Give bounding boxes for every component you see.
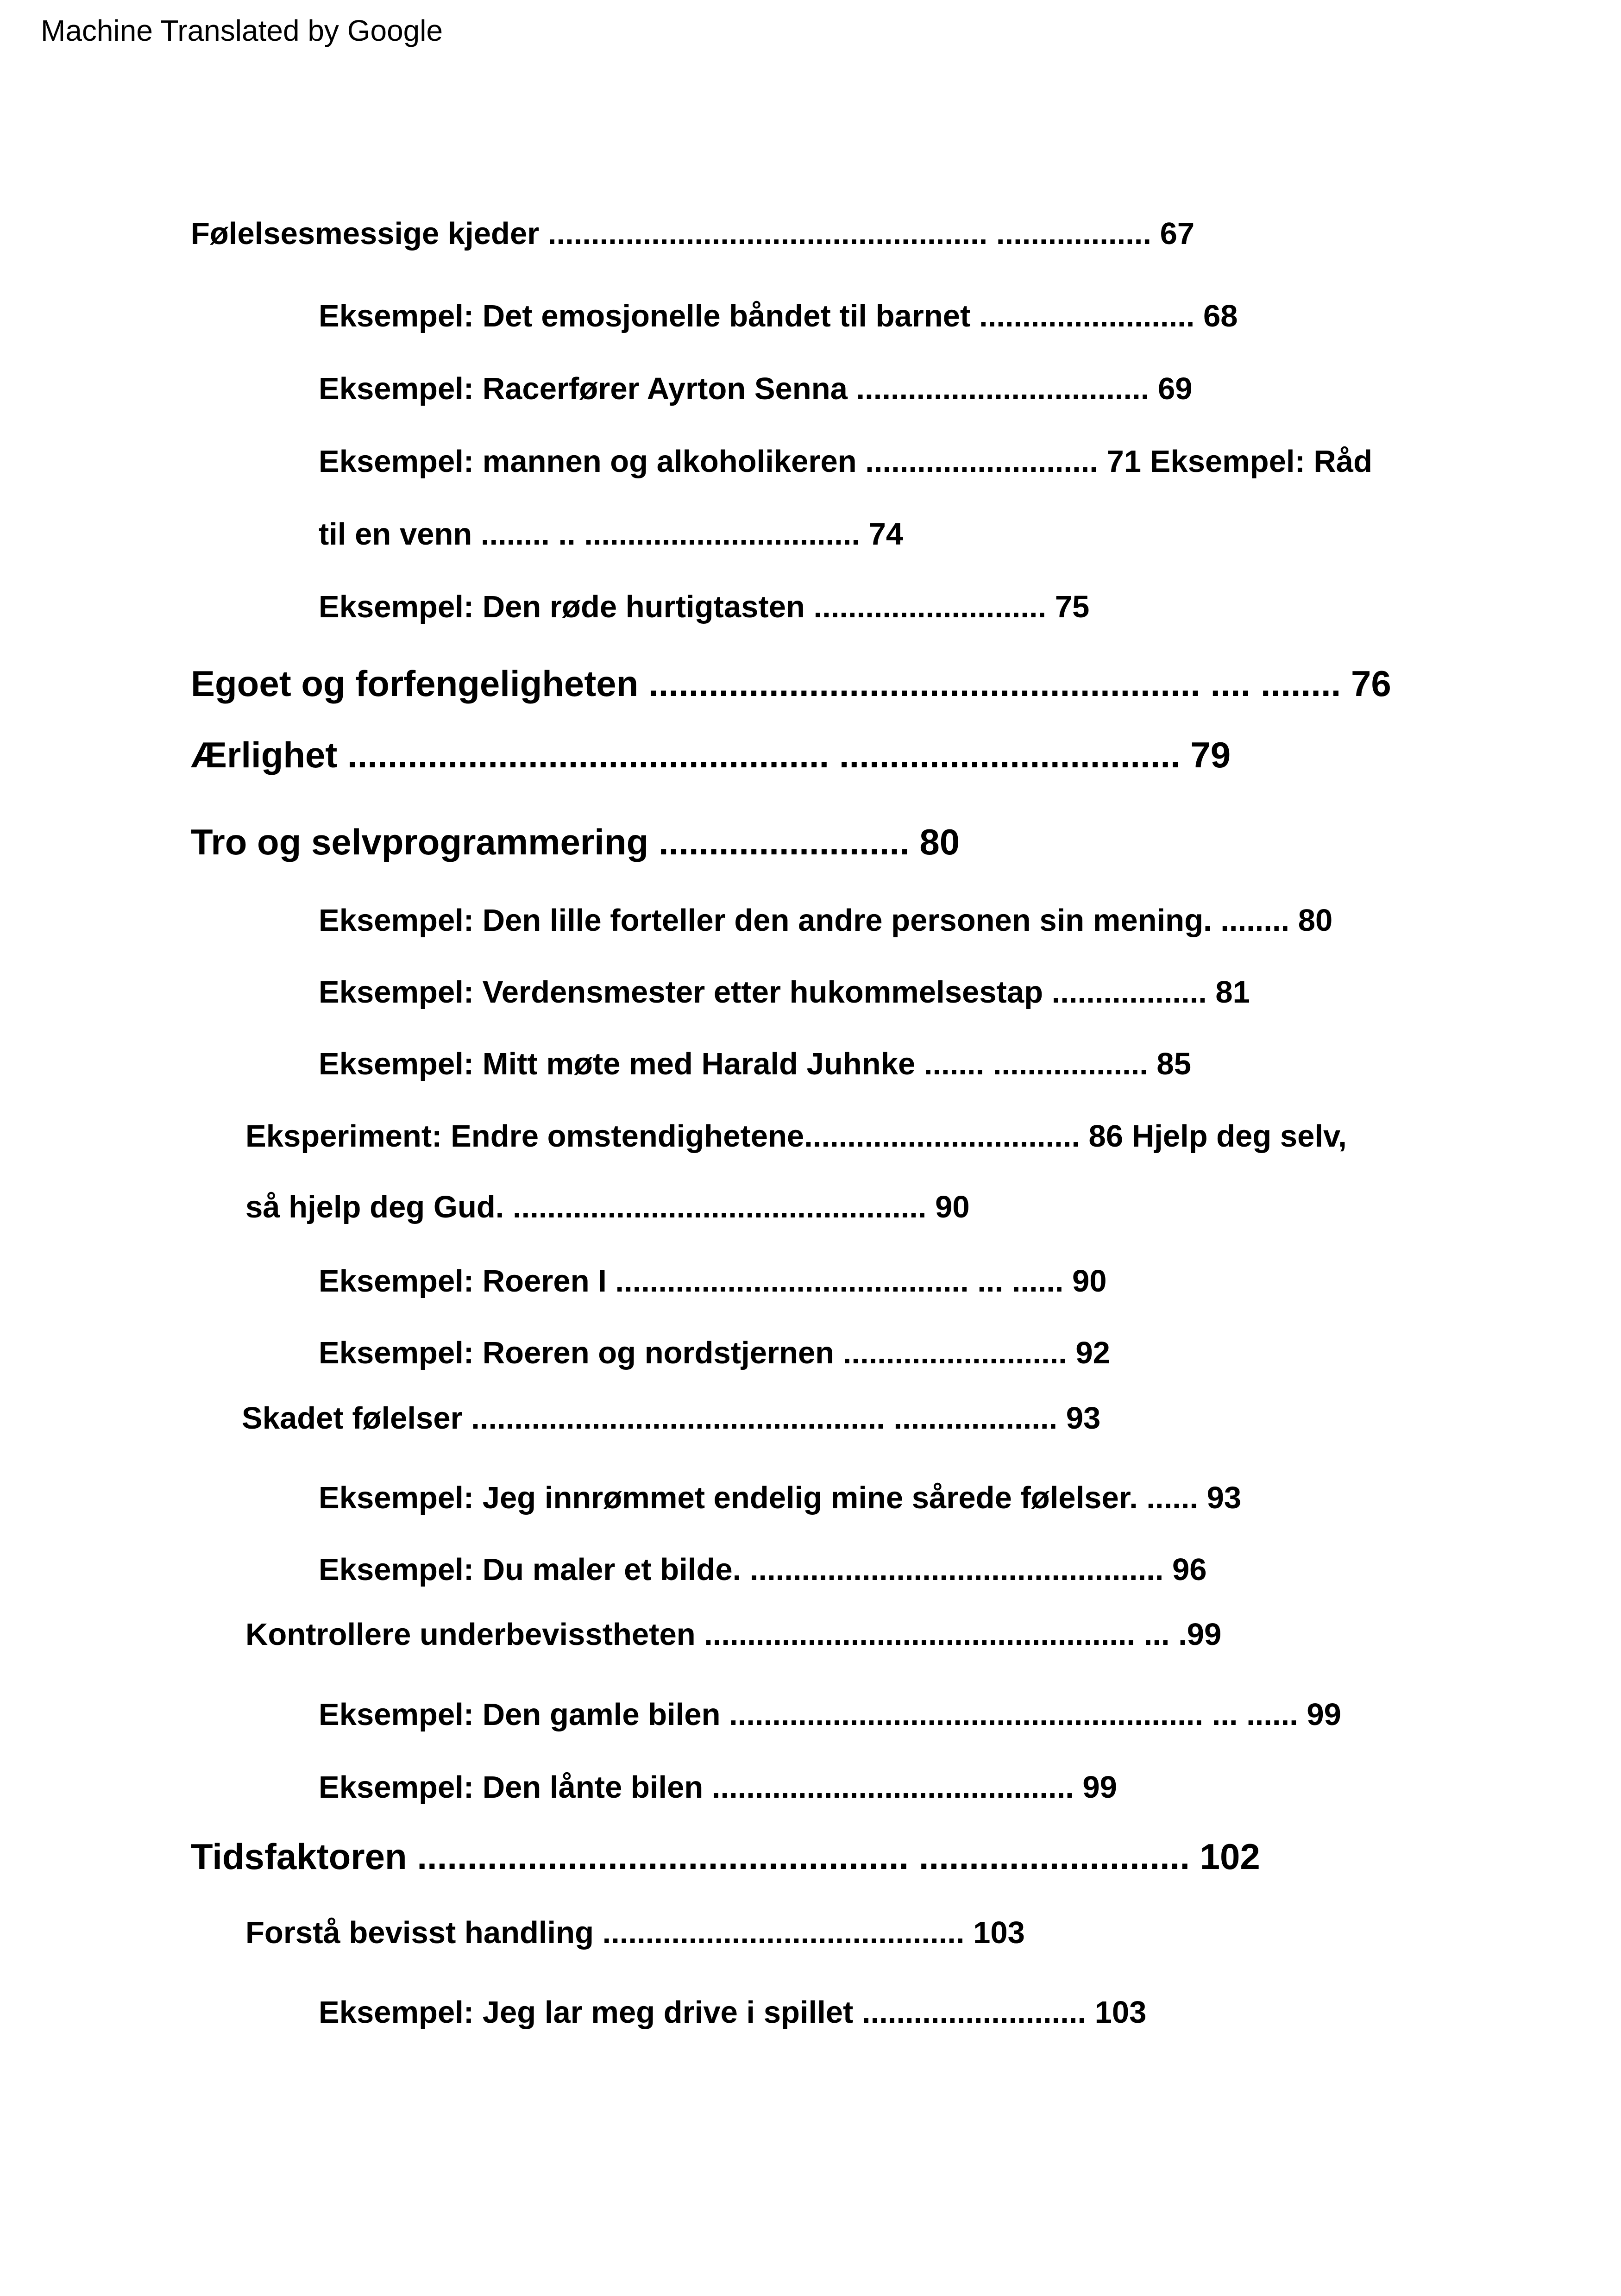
toc-entry-drive-i-spillet: Eksempel: Jeg lar meg drive i spillet .......................... 103 [319, 1995, 1147, 2030]
toc-entry-emosjonelle-baandet: Eksempel: Det emosjonelle båndet til barnet ......................... 68 [319, 299, 1238, 333]
toc-entry-folelsesmessige-kjeder: Følelsesmessige kjeder ................................................... .................. 67 [191, 216, 1195, 251]
toc-entry-laante-bilen: Eksempel: Den lånte bilen .......................................... 99 [319, 1770, 1117, 1805]
toc-chapter-aerlighet: Ærlighet ................................................ .................................. 79 [191, 734, 1231, 775]
toc-entry-maler-et-bilde: Eksempel: Du maler et bilde. ................................................ 96 [319, 1552, 1207, 1587]
toc-entry-forsta-bevisst-handling: Forstå bevisst handling .......................................... 103 [245, 1915, 1025, 1950]
toc-entry-skadet-folelser: Skadet følelser ................................................ ................... 93 [242, 1401, 1101, 1436]
toc-chapter-egoet: Egoet og forfengeligheten ....................................................... .... ........ 76 [191, 663, 1391, 704]
toc-entry-verdensmester: Eksempel: Verdensmester etter hukommelsestap .................. 81 [319, 975, 1250, 1010]
toc-entry-den-lille-forteller: Eksempel: Den lille forteller den andre personen sin mening. ........ 80 [319, 903, 1333, 938]
toc-chapter-tidsfaktoren: Tidsfaktoren ................................................. ........................... 102 [191, 1836, 1260, 1877]
toc-entry-eksperiment-omstendighetene: Eksperiment: Endre omstendighetene................................ 86 Hjelp deg selv, [245, 1119, 1347, 1154]
toc-entry-mannen-alkoholikeren: Eksempel: mannen og alkoholikeren ........................... 71 Eksempel: Råd [319, 444, 1372, 479]
toc-entry-hjelp-deg-gud: så hjelp deg Gud. ................................................ 90 [245, 1190, 970, 1224]
toc-entry-raad-til-en-venn: til en venn ........ .. ................................ 74 [319, 517, 904, 552]
toc-entry-saarede-folelser: Eksempel: Jeg innrømmet endelig mine sårede følelser. ...... 93 [319, 1480, 1242, 1515]
toc-entry-gamle-bilen: Eksempel: Den gamle bilen ....................................................... ... ...... 99 [319, 1697, 1341, 1732]
toc-entry-harald-juhnke: Eksempel: Mitt møte med Harald Juhnke ....... .................. 85 [319, 1047, 1191, 1081]
machine-translation-watermark: Machine Translated by Google [41, 14, 443, 47]
toc-entry-kontrollere-underbevisstheten: Kontrollere underbevisstheten .................................................. ... .99 [245, 1617, 1222, 1652]
toc-entry-roeren-nordstjernen: Eksempel: Roeren og nordstjernen .......................... 92 [319, 1336, 1110, 1370]
toc-entry-ayrton-senna: Eksempel: Racerfører Ayrton Senna .................................. 69 [319, 371, 1193, 406]
toc-entry-rode-hurtigtasten: Eksempel: Den røde hurtigtasten ........................... 75 [319, 590, 1090, 624]
toc-entry-roeren-i: Eksempel: Roeren I ......................................... ... ...... 90 [319, 1264, 1107, 1299]
toc-chapter-tro-selvprogrammering: Tro og selvprogrammering ......................... 80 [191, 822, 960, 862]
